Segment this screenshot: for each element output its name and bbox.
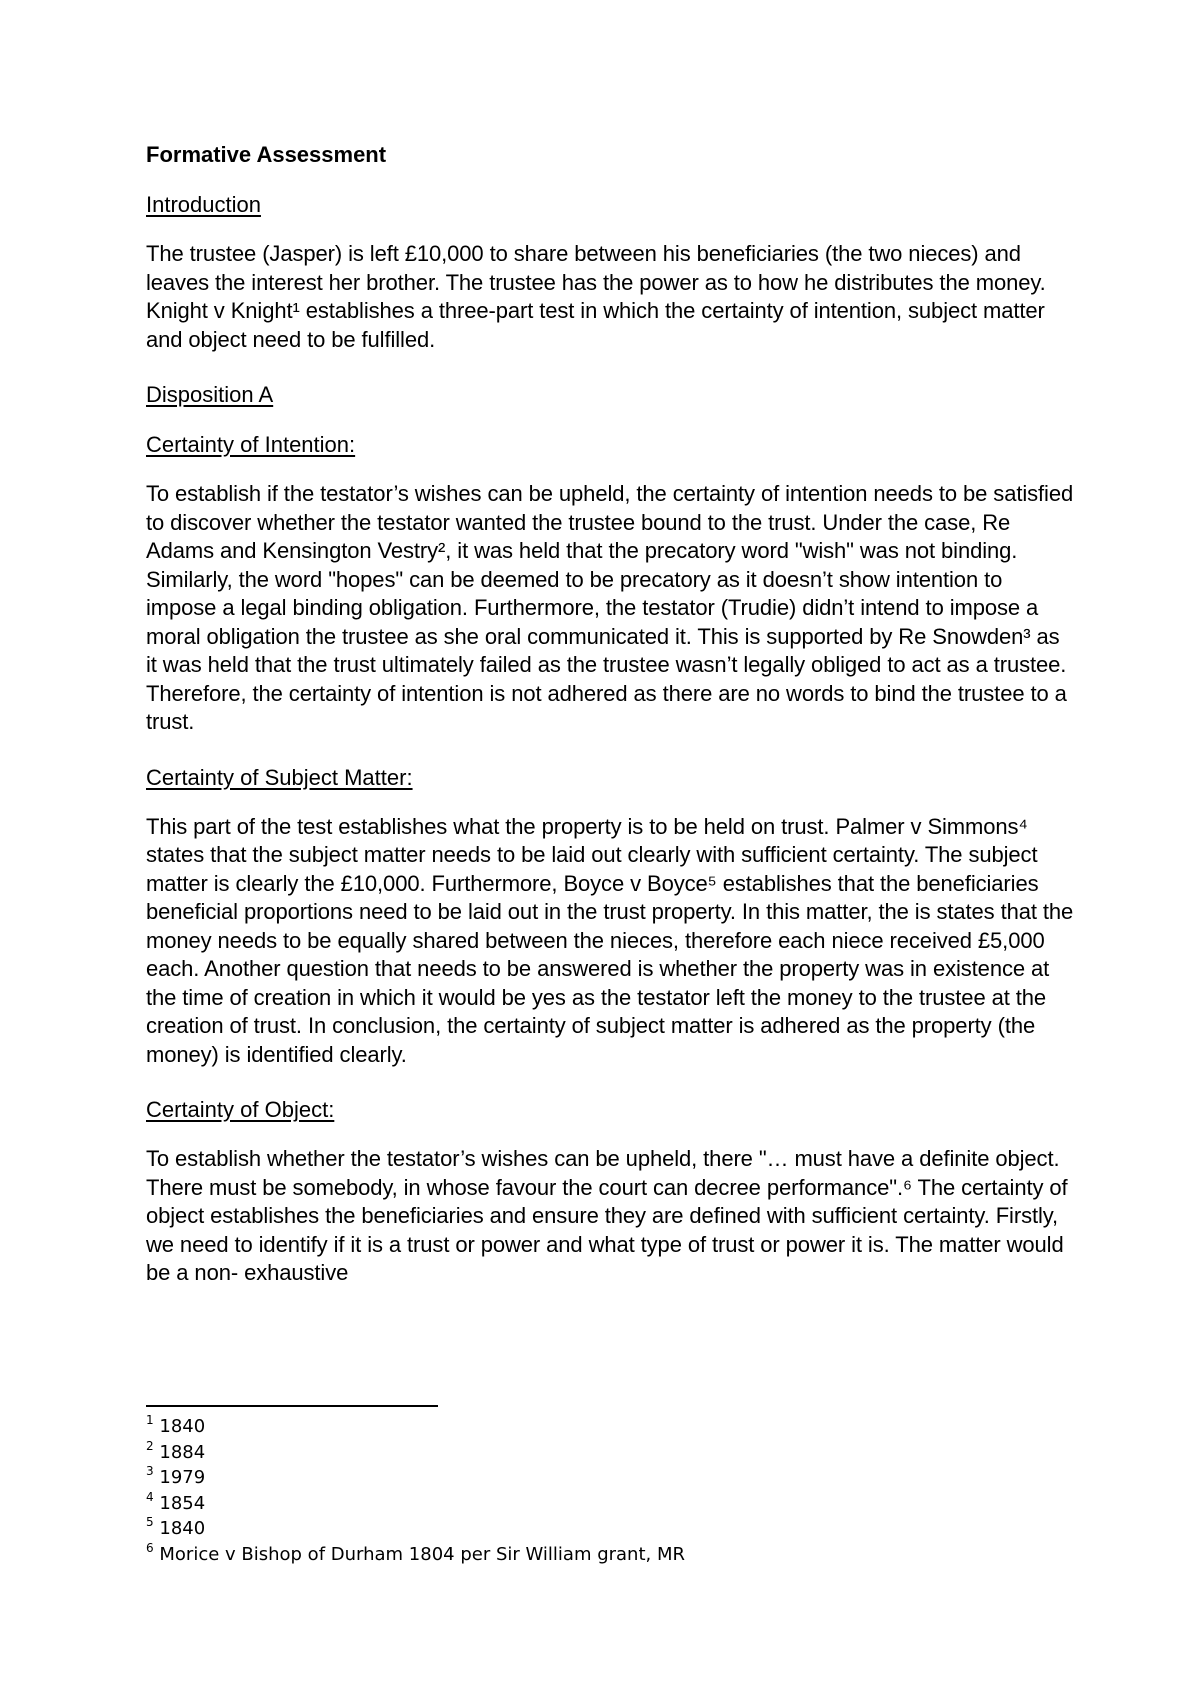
- footnotes: [146, 1414, 685, 1567]
- footnote-number: 4: [146, 1489, 154, 1504]
- footnote-separator: [146, 1405, 438, 1407]
- heading-introduction: Introduction: [146, 192, 261, 217]
- heading-disposition-a: Disposition A: [146, 382, 274, 407]
- footnote: [146, 1516, 685, 1542]
- paragraph-introduction: The trustee (Jasper) is left £10,000 to share between his beneficiaries (the two nieces) and leaves the interest her brother. The trustee has the power as to how he distributes the money. Knight v Knight¹ establishes a three-part test in which the certainty of intention, subject matter and object need to be fulfilled.: [146, 241, 1046, 352]
- footnote-text: 1840: [159, 1518, 206, 1539]
- footnote-text: 1854: [159, 1492, 206, 1514]
- heading-certainty-of-intention: Certainty of Intention:: [146, 432, 356, 457]
- footnote-text: 1840: [159, 1416, 206, 1437]
- document-page: [146, 140, 1076, 1288]
- footnote-text: Morice v Bishop of Durham 1804 per Sir William grant, MR: [159, 1543, 685, 1565]
- footnote-text: 1884: [159, 1441, 206, 1463]
- paragraph-certainty-of-subject-matter: This part of the test establishes what the property is to be held on trust. Palmer v Simmons⁴ states that the subject matter needs to be laid out clearly with sufficient certainty. The subject matter is clearly the £10,000. Furthermore, Boyce v Boyce⁵ establishes that the beneficiaries beneficial proportions need to be laid out in the trust property. In this matter, the is states that the money needs to be equally shared between the nieces, therefore each niece received £5,000 each. Another question that needs to be answered is whether the property was in existence at the time of creation in which it would be yes as the testator left the money to the trustee at the creation of trust. In conclusion, the certainty of subject matter is adhered as the property (the money) is identified clearly.: [146, 813, 1074, 1067]
- footnote-number: 3: [146, 1464, 154, 1478]
- footnote-text: 1979: [159, 1467, 206, 1488]
- footnote: [146, 1465, 685, 1491]
- footnote-number: 6: [146, 1540, 154, 1555]
- footnote: [146, 1542, 685, 1568]
- footnote-number: 1: [146, 1413, 154, 1427]
- footnote: [146, 1414, 685, 1440]
- heading-certainty-of-object: Certainty of Object:: [146, 1097, 335, 1122]
- footnote: [146, 1491, 685, 1517]
- footnote-number: 2: [146, 1438, 154, 1453]
- footnote: [146, 1440, 685, 1466]
- footnote-number: 5: [146, 1515, 154, 1529]
- document-title: Formative Assessment: [146, 142, 387, 167]
- heading-certainty-of-subject-matter: Certainty of Subject Matter:: [146, 764, 413, 790]
- paragraph-certainty-of-object: To establish whether the testator’s wishes can be upheld, there "… must have a definite object. There must be somebody, in whose favour the court can decree performance".⁶ The certainty of object establishes the beneficiaries and ensure they are defined with sufficient certainty. Firstly, we need to identify if it is a trust or power and what type of trust or power it is. The matter would be a non- exhaustive: [146, 1146, 1068, 1285]
- paragraph-certainty-of-intention: To establish if the testator’s wishes can be upheld, the certainty of intention needs to be satisfied to discover whether the testator wanted the trustee bound to the trust. Under the case, Re Adams and Kensington Vestry², it was held that the precatory word "wish" was not binding. Similarly, the word "hopes" can be deemed to be precatory as it doesn’t show intention to impose a legal binding obligation. Furthermore, the testator (Trudie) didn’t intend to impose a moral obligation the trustee as she oral communicated it. This is supported by Re Snowden³ as it was held that the trust ultimately failed as the trustee wasn’t legally obliged to act as a trustee. Therefore, the certainty of intention is not adhered as there are no words to bind the trustee to a trust.: [146, 481, 1074, 734]
